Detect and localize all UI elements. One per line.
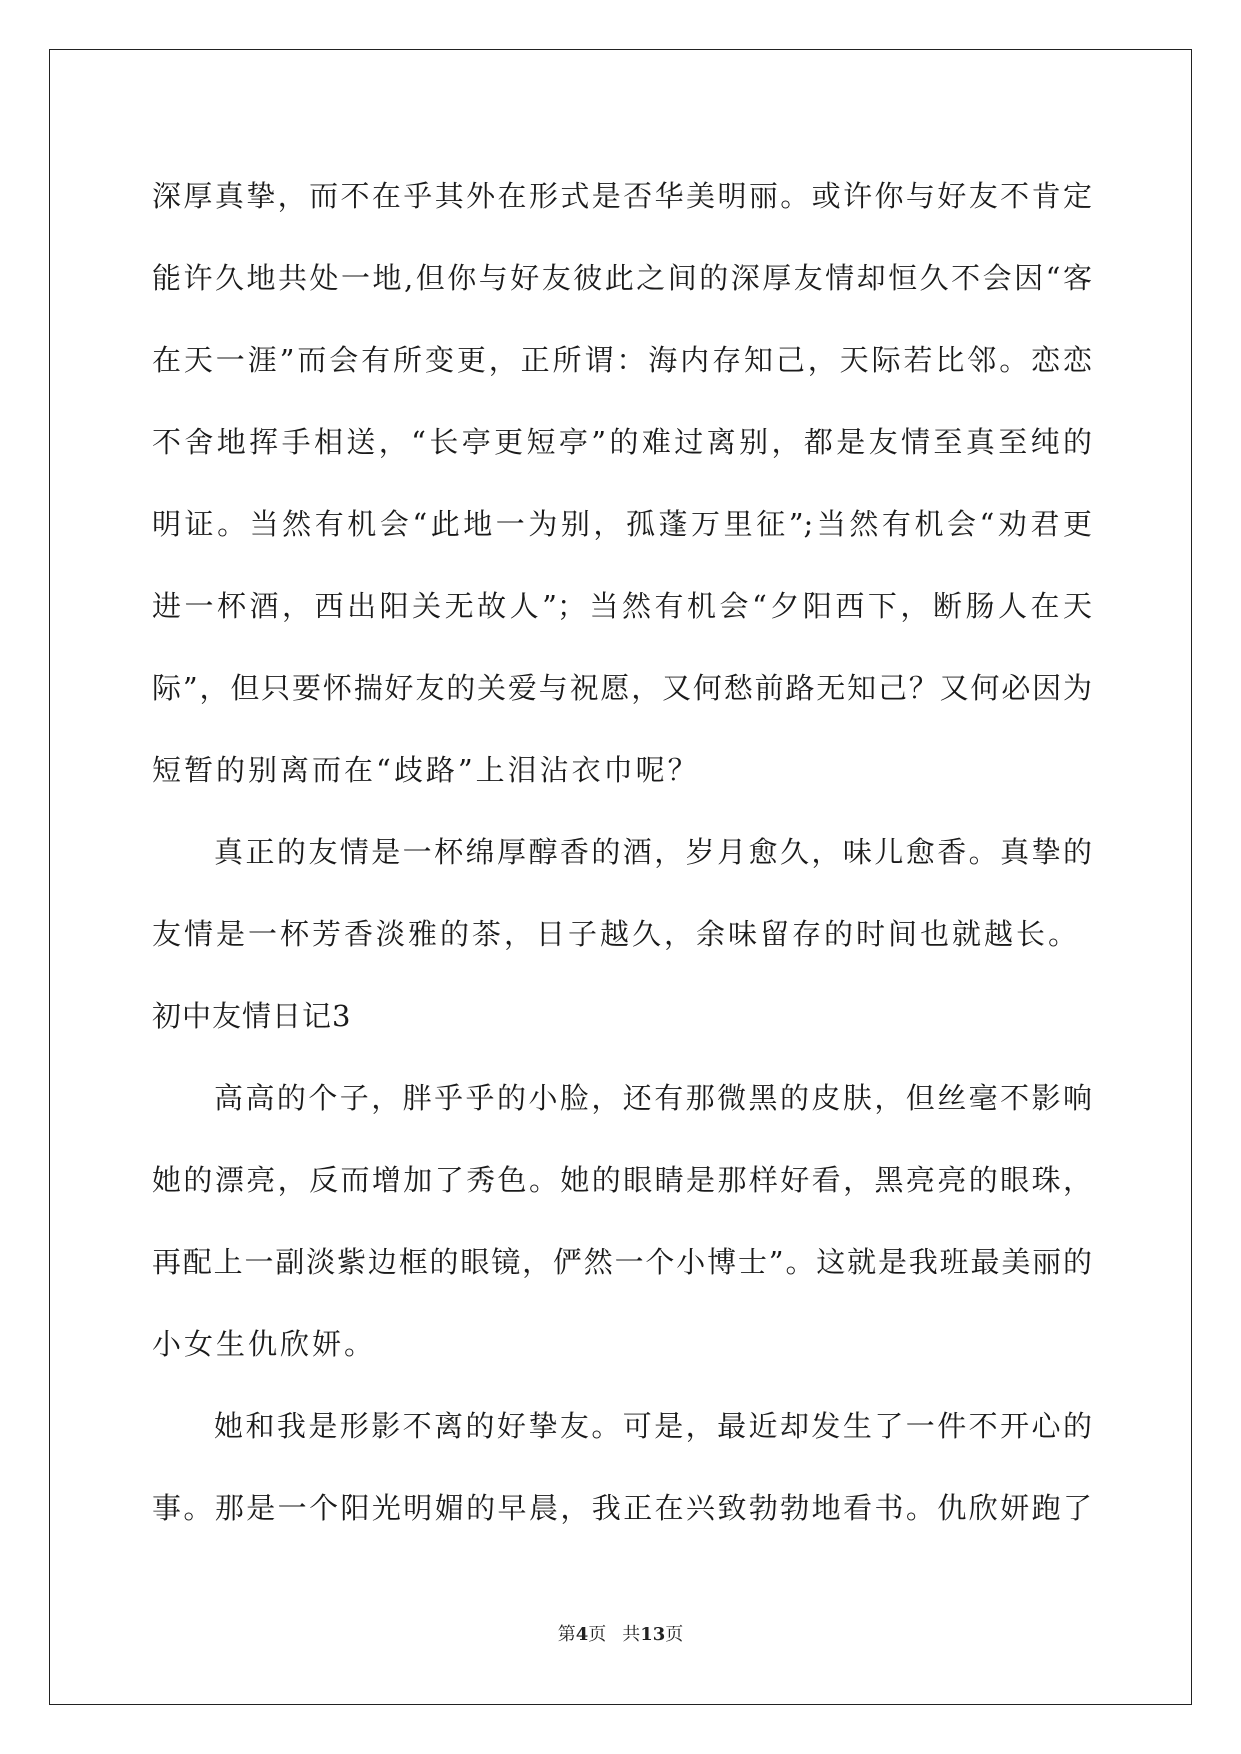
page-footer <box>0 1620 1241 1646</box>
section-heading: 初中友情日记3 <box>152 999 352 1033</box>
text-line: 她的漂亮，反而增加了秀色。她的眼睛是那样好看，黑亮亮的眼珠， <box>152 1163 1092 1197</box>
total-suffix: 页 <box>665 1624 684 1645</box>
text-line: 小女生仇欣妍。 <box>152 1327 377 1361</box>
document-body <box>152 155 1092 1549</box>
text-line: 能许久地共处一地,但你与好友彼此之间的深厚友情却恒久不会因“客 <box>152 261 1092 295</box>
total-pages: 13 <box>640 1624 666 1645</box>
paragraph-first-line: 高高的个子，胖乎乎的小脸，还有那微黑的皮肤，但丝毫不影响 <box>214 1081 1092 1115</box>
page-prefix: 第 <box>557 1624 576 1645</box>
text-line: 友情是一杯芳香淡雅的茶，日子越久，余味留存的时间也就越长。 <box>152 917 1081 951</box>
page-suffix: 页 <box>588 1624 607 1645</box>
text-line: 在天一涯”而会有所变更，正所谓：海内存知己，天际若比邻。恋恋 <box>152 343 1092 377</box>
text-line: 再配上一副淡紫边框的眼镜，俨然一个小博士”。这就是我班最美丽的 <box>152 1245 1092 1279</box>
paragraph-first-line: 她和我是形影不离的好挚友。可是，最近却发生了一件不开心的 <box>214 1409 1092 1443</box>
page-number: 4 <box>575 1624 589 1645</box>
total-prefix: 共 <box>622 1624 641 1645</box>
paragraph-first-line: 真正的友情是一杯绵厚醇香的酒，岁月愈久，味儿愈香。真挚的 <box>214 835 1092 869</box>
text-line: 深厚真挚，而不在乎其外在形式是否华美明丽。或许你与好友不肯定 <box>152 179 1092 213</box>
text-line: 明证。当然有机会“此地一为别，孤蓬万里征”;当然有机会“劝君更 <box>152 507 1092 541</box>
text-line: 事。那是一个阳光明媚的早晨，我正在兴致勃勃地看书。仇欣妍跑了 <box>152 1491 1092 1525</box>
text-line: 不舍地挥手相送，“长亭更短亭”的难过离别，都是友情至真至纯的 <box>152 425 1092 459</box>
text-line: 短暂的别离而在“歧路”上泪沾衣巾呢？ <box>152 753 700 787</box>
text-line: 际”，但只要怀揣好友的关爱与祝愿，又何愁前路无知己？又何必因为 <box>152 671 1092 705</box>
text-line: 进一杯酒，西出阳关无故人”；当然有机会“夕阳西下，断肠人在天 <box>152 589 1092 623</box>
